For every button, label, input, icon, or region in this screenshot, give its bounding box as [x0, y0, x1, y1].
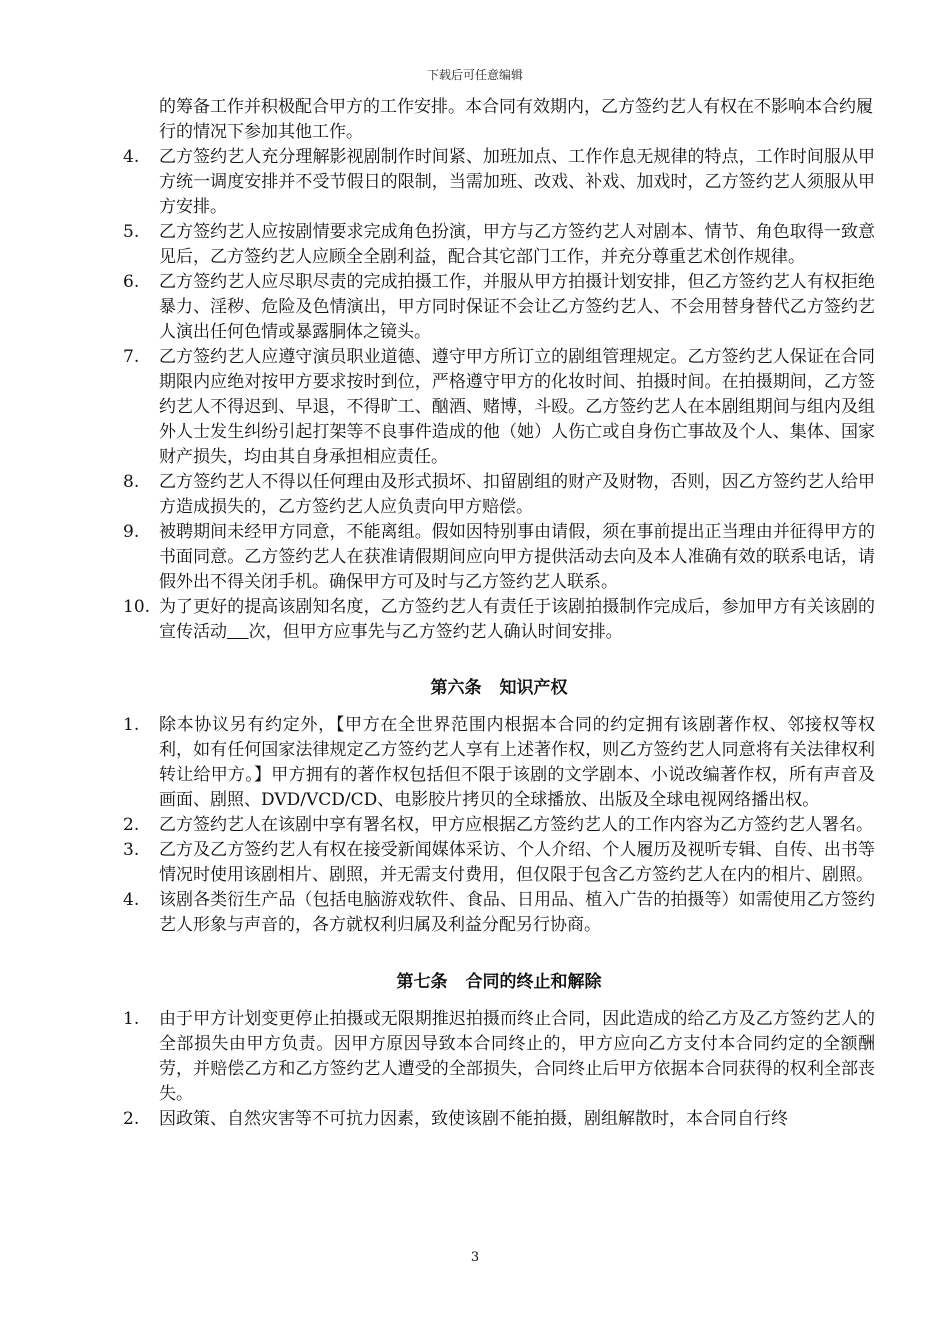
item-text: 乙方签约艺人在该剧中享有署名权，甲方应根据乙方签约艺人的工作内容为乙方签约艺人署名。 — [159, 815, 873, 835]
item-number: 7. — [123, 347, 140, 367]
list-item — [123, 145, 875, 220]
list-item — [123, 1107, 875, 1132]
section6-title: 知识产权 — [499, 678, 568, 698]
section6-heading — [123, 676, 875, 701]
list-item — [123, 470, 875, 520]
item-text: 乙方签约艺人应尽职尽责的完成拍摄工作，并服从甲方拍摄计划安排，但乙方签约艺人有权拒绝暴力、淫秽、危险及色情演出，甲方同时保证不会让乙方签约艺人、不会用替身替代乙方签约艺人演出任何色情或暴露胴体之镜头。 — [159, 272, 875, 342]
item-text: 被聘期间未经甲方同意，不能离组。假如因特别事由请假，须在事前提出正当理由并征得甲方的书面同意。乙方签约艺人在获准请假期间应向甲方提供活动去向及本人准确有效的联系电话，请假外出不得关闭手机。确保甲方可及时与乙方签约艺人联系。 — [159, 522, 875, 592]
item-text — [159, 595, 875, 645]
document-body — [123, 95, 875, 1132]
section7-list — [123, 1007, 875, 1132]
list-item — [123, 838, 875, 888]
list-item — [123, 595, 875, 645]
section6-number: 第六条 — [430, 678, 482, 698]
list-item — [123, 888, 875, 938]
section6-list — [123, 713, 875, 938]
item-text: 乙方签约艺人应遵守演员职业道德、遵守甲方所订立的剧组管理规定。乙方签约艺人保证在合同期限内应绝对按甲方要求按时到位，严格遵守甲方的化妆时间、拍摄时间。在拍摄期间，乙方签约艺人不得迟到、早退，不得旷工、酗酒、赌博，斗殴。乙方签约艺人在本剧组期间与组内及组外人士发生纠纷引起打架等不良事件造成的他（她）人伤亡或自身伤亡事故及个人、集体、国家财产损失，均由其自身承担相应责任。 — [159, 347, 875, 467]
item-number: 3. — [123, 840, 140, 860]
page-number: 3 — [470, 1250, 480, 1265]
list-item — [123, 520, 875, 595]
item-text: 除本协议另有约定外，【甲方在全世界范围内根据本合同的约定拥有该剧著作权、邻接权等权利，如有任何国家法律规定乙方签约艺人享有上述著作权，则乙方签约艺人同意将有关法律权利转让给甲方。】甲方拥有的著作权包括但不限于该剧的文学剧本、小说改编著作权，所有声音及画面、剧照、DVD/VCD/CD、电影胶片拷贝的全球播放、出版及全球电视网络播出权。 — [159, 715, 875, 810]
item-number: 8. — [123, 472, 140, 492]
item-number: 4. — [123, 147, 140, 167]
list-item — [123, 713, 875, 813]
item-number: 5. — [123, 222, 140, 242]
item-number: 1. — [123, 1009, 140, 1029]
item-text: 乙方及乙方签约艺人有权在接受新闻媒体采访、个人介绍、个人履历及视听专辑、自传、出书等情况时使用该剧相片、剧照，并无需支付费用，但仅限于包含乙方签约艺人在内的相片、剧照。 — [159, 840, 875, 885]
continued-paragraph: 的筹备工作并积极配合甲方的工作安排。本合同有效期内，乙方签约艺人有权在不影响本合约履行的情况下参加其他工作。 — [159, 97, 873, 142]
list-item — [123, 345, 875, 470]
fill-in-blank — [227, 622, 249, 642]
item-number: 2. — [123, 815, 140, 835]
item-number: 2. — [123, 1109, 140, 1129]
item-text: 因政策、自然灾害等不可抗力因素，致使该剧不能拍摄，剧组解散时，本合同自行终 — [159, 1109, 788, 1129]
item-number: 4. — [123, 890, 140, 910]
item-number: 9. — [123, 522, 140, 542]
list-item — [123, 1007, 875, 1107]
item-text: 乙方签约艺人充分理解影视剧制作时间紧、加班加点、工作作息无规律的特点，工作时间服从甲方统一调度安排并不受节假日的限制，当需加班、改戏、补戏、加戏时，乙方签约艺人须服从甲方安排。 — [159, 147, 875, 217]
item-text: 乙方签约艺人不得以任何理由及形式损坏、扣留剧组的财产及财物，否则，因乙方签约艺人给甲方造成损失的，乙方签约艺人应负责向甲方赔偿。 — [159, 472, 875, 517]
item-number: 1. — [123, 715, 140, 735]
item-text: 乙方签约艺人应按剧情要求完成角色扮演，甲方与乙方签约艺人对剧本、情节、角色取得一致意见后，乙方签约艺人应顾全全剧利益，配合其它部门工作，并充分尊重艺术创作规律。 — [159, 222, 875, 267]
page-header: 下载后可任意编辑 — [426, 68, 523, 82]
item-text: 该剧各类衍生产品（包括电脑游戏软件、食品、日用品、植入广告的拍摄等）如需使用乙方签约艺人形象与声音的，各方就权利归属及利益分配另行协商。 — [159, 890, 875, 935]
item-number: 6. — [123, 272, 140, 292]
item-number: 10. — [123, 597, 151, 617]
item10-text-after: 次，但甲方应事先与乙方签约艺人确认时间安排。 — [248, 622, 623, 642]
list-item — [123, 220, 875, 270]
item-text: 由于甲方计划变更停止拍摄或无限期推迟拍摄而终止合同，因此造成的给乙方及乙方签约艺人的全部损失由甲方负责。因甲方原因导致本合同终止的，甲方应向乙方支付本合同约定的全额酬劳，并赔偿乙方和乙方签约艺人遭受的全部损失，合同终止后甲方依据本合同获得的权利全部丧失。 — [159, 1009, 875, 1104]
section7-title: 合同的终止和解除 — [465, 972, 602, 992]
section5-list — [123, 145, 875, 645]
section7-number: 第七条 — [396, 972, 448, 992]
list-item — [123, 270, 875, 345]
section7-heading — [123, 970, 875, 995]
item10-text-before: 为了更好的提高该剧知名度，乙方签约艺人有责任于该剧拍摄制作完成后，参加甲方有关该剧的宣传活动 — [159, 597, 875, 642]
list-item — [123, 813, 875, 838]
